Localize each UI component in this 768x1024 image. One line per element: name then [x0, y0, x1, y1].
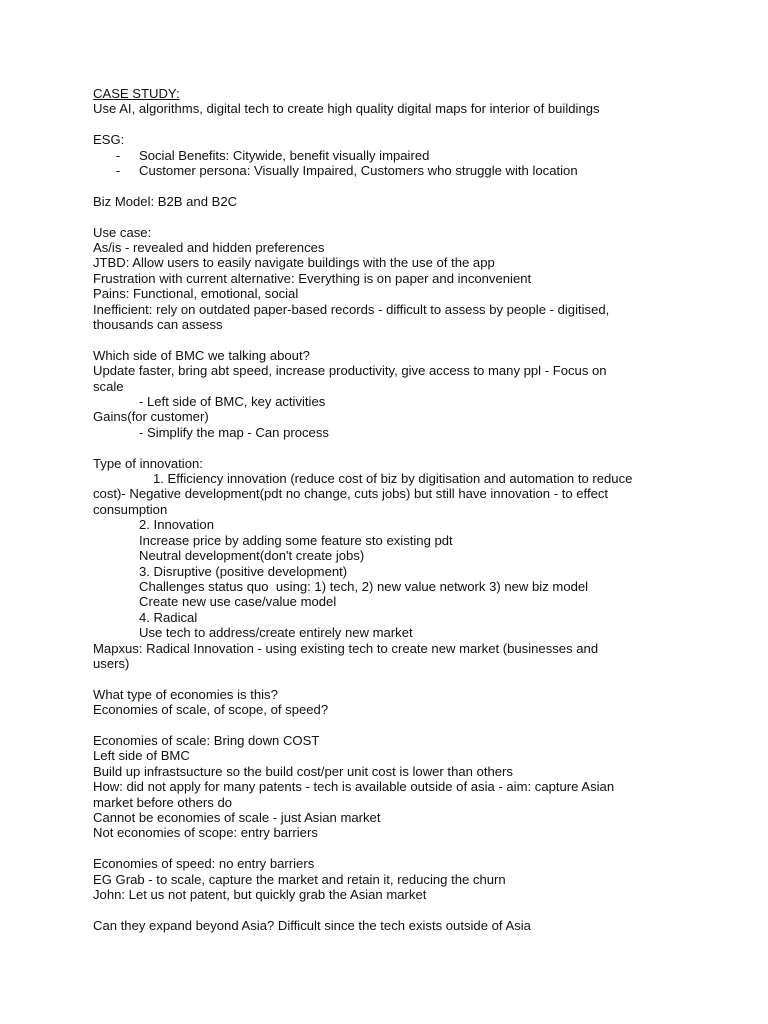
innovation-item: 2. Innovation — [139, 517, 214, 533]
use-case-line: Inefficient: rely on outdated paper-based records - difficult to assess by people - digitised, — [93, 301, 610, 317]
speed-line: John: Let us not patent, but quickly grab the Asian market — [93, 887, 427, 902]
esg-bullet-text: Customer persona: Visually Impaired, Customers who struggle with location — [139, 163, 578, 179]
innovation-item: Challenges status quo using: 1) tech, 2) new value network 3) new biz model — [139, 578, 589, 594]
bullet-dash: - — [116, 147, 121, 163]
innovation-item: 3. Disruptive (positive development) — [139, 563, 348, 579]
bmc-question: Which side of BMC we talking about? — [93, 347, 310, 363]
closing-line: Can they expand beyond Asia? Difficult since the tech exists outside of Asia — [93, 917, 531, 933]
mapxus-line: users) — [93, 655, 130, 671]
economies-question: Economies of scale, of scope, of speed? — [93, 702, 329, 718]
scale-line: Economies of scale: Bring down COST — [93, 732, 320, 748]
innovation-efficiency: consumption — [93, 501, 168, 517]
scale-line: market before others do — [93, 794, 233, 810]
bmc-gains: Gains(for customer) — [93, 409, 209, 425]
use-case-line: As/is - revealed and hidden preferences — [93, 240, 325, 256]
mapxus-line: Mapxus: Radical Innovation - using existing tech to create new market (businesses and — [93, 640, 599, 656]
speed-line: Economies of speed: no entry barriers — [93, 856, 315, 872]
bmc-line: Update faster, bring abt speed, increase productivity, give access to many ppl - Focus on — [93, 363, 607, 379]
scale-line: Build up infrastsucture so the build cost/per unit cost is lower than others — [93, 763, 513, 779]
innovation-efficiency: 1. Efficiency innovation (reduce cost of biz by digitisation and automation to reduce — [153, 471, 633, 487]
scale-line: Not economies of scope: entry barriers — [93, 825, 318, 841]
bmc-line: scale — [93, 378, 124, 394]
document-body — [93, 86, 673, 933]
use-case-line: thousands can assess — [93, 317, 223, 333]
innovation-item: Use tech to address/create entirely new market — [139, 625, 413, 641]
speed-line: EG Grab - to scale, capture the market and retain it, reducing the churn — [93, 871, 506, 887]
bullet-dash: - — [116, 163, 121, 179]
innovation-item: Create new use case/value model — [139, 594, 337, 610]
bmc-left-side: - Left side of BMC, key activities — [139, 394, 326, 410]
scale-line: Cannot be economies of scale - just Asian market — [93, 809, 381, 825]
esg-bullet-text: Social Benefits: Citywide, benefit visually impaired — [139, 147, 430, 163]
scale-line: How: did not apply for many patents - tech is available outside of asia - aim: capture Asian — [93, 779, 615, 795]
use-case-line: Frustration with current alternative: Everything is on paper and inconvenient — [93, 270, 532, 286]
innovation-item: 4. Radical — [139, 609, 198, 625]
innovation-heading: Type of innovation: — [93, 455, 203, 471]
esg-heading: ESG: — [93, 132, 125, 148]
economies-question: What type of economies is this? — [93, 686, 278, 702]
scale-line: Left side of BMC — [93, 748, 190, 764]
use-case-line: Pains: Functional, emotional, social — [93, 286, 299, 302]
intro-line: Use AI, algorithms, digital tech to create high quality digital maps for interior of buildings — [93, 101, 600, 117]
esg-bullet — [93, 163, 673, 178]
innovation-item: Neutral development(don't create jobs) — [139, 548, 365, 564]
use-case-heading: Use case: — [93, 224, 152, 240]
bmc-simplify: - Simplify the map - Can process — [139, 424, 329, 440]
use-case-line: JTBD: Allow users to easily navigate buildings with the use of the app — [93, 255, 495, 271]
case-study-title: CASE STUDY: — [93, 86, 180, 101]
innovation-item: Increase price by adding some feature sto existing pdt — [139, 532, 453, 548]
innovation-efficiency: cost)- Negative development(pdt no change, cuts jobs) but still have innovation - to effect — [93, 486, 609, 502]
esg-bullet — [93, 148, 673, 163]
biz-model-line: Biz Model: B2B and B2C — [93, 193, 238, 209]
